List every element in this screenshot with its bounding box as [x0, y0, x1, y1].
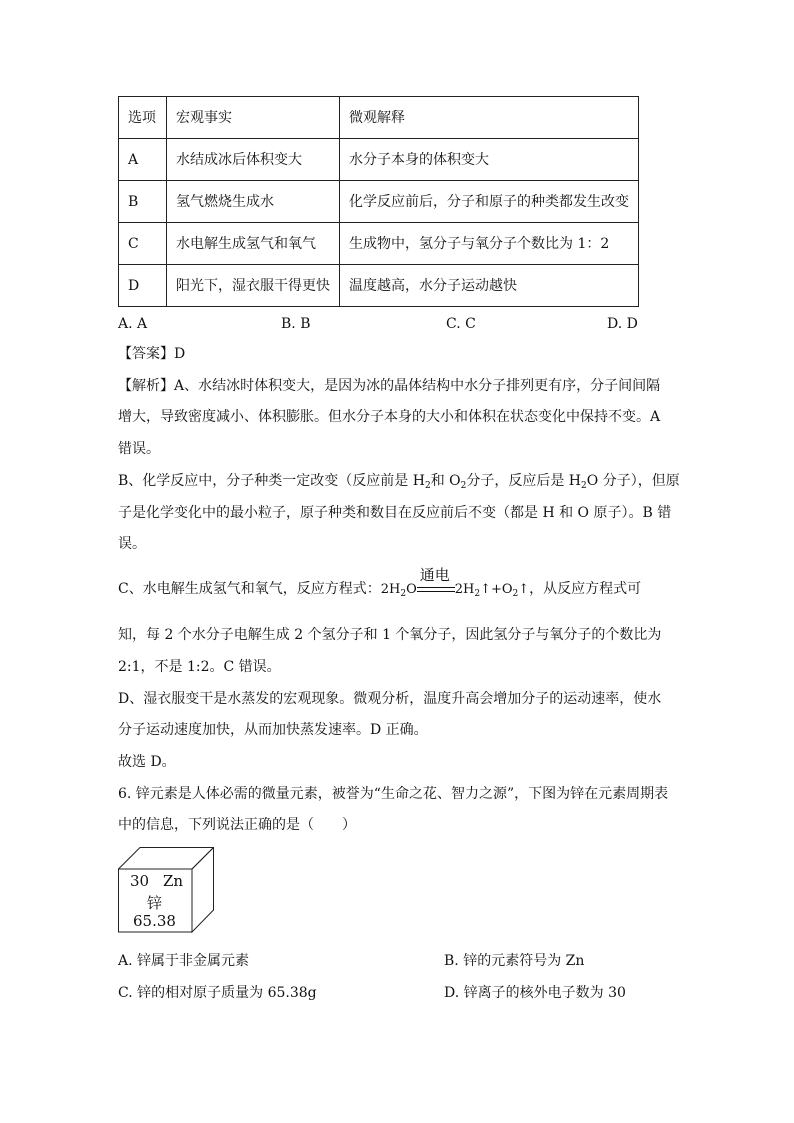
subscript: 2	[474, 589, 481, 599]
table-cell: A	[119, 139, 167, 181]
reaction-arrow	[417, 565, 455, 595]
table-header-cell: 选项	[119, 97, 167, 139]
element-symbol: Zn	[163, 872, 184, 890]
atomic-mass: 65.38	[133, 912, 176, 930]
table-cell: D	[119, 265, 167, 307]
table-cell: 温度越高，水分子运动越快	[340, 265, 639, 307]
table-header-cell: 微观解释	[340, 97, 639, 139]
element-name: 锌	[147, 894, 163, 912]
option-a[interactable]: A. 锌属于非金属元素	[118, 953, 250, 969]
analysis-line: 增大，导致密度减小、体积膨胀。但水分子本身的大小和体积在状态变化中保持不变。A	[118, 409, 661, 425]
table-row	[119, 223, 639, 265]
choice-c[interactable]: C. C	[446, 316, 476, 332]
analysis-line: 子是化学变化中的最小粒子，原子种类和数目在反应前后不变（都是 H 和 O 原子）。B 错	[118, 505, 672, 521]
subscript: 2	[400, 589, 407, 599]
analysis-line: D、湿衣服变干是水蒸发的宏观现象。微观分析，温度升高会增加分子的运动速率，使水	[118, 691, 662, 707]
subscript: 2	[460, 481, 467, 491]
text-segment: B、化学反应中，分子种类一定改变（反应前是 H	[118, 473, 425, 489]
chemical-equation	[380, 565, 530, 599]
analysis-line-b1	[118, 472, 680, 490]
analysis-line-c1	[118, 565, 642, 599]
table-cell: 氢气燃烧生成水	[167, 181, 340, 223]
subscript: 2	[581, 481, 587, 491]
choice-d[interactable]: D. D	[607, 316, 638, 332]
analysis-line: 分子运动速度加快，从而加快蒸发速率。D 正确。	[118, 722, 428, 738]
double-line-icon	[417, 587, 455, 592]
analysis-line: 【解析】A、水结冰时体积变大，是因为冰的晶体结构中水分子排列更有序，分子间间隔	[118, 378, 661, 394]
choice-b[interactable]: B. B	[281, 316, 311, 332]
question-6-stem: 中的信息，下列说法正确的是（ ）	[118, 817, 356, 833]
formula-part: ↑	[518, 582, 530, 597]
formula-part: O	[406, 582, 417, 597]
text-segment: 分子，反应后是 H	[466, 473, 582, 489]
subscript: 2	[424, 481, 431, 491]
question-6-stem: 6. 锌元素是人体必需的微量元素，被誉为“生命之花、智力之源”，下图为锌在元素周期表	[118, 786, 669, 802]
atomic-number: 30	[130, 872, 150, 890]
table-cell: 水分子本身的体积变大	[340, 139, 639, 181]
formula-part: 2H	[380, 582, 401, 597]
table-cell: 水结成冰后体积变大	[167, 139, 340, 181]
table-row	[119, 181, 639, 223]
text-segment: 和 O	[430, 473, 461, 489]
reaction-condition: 通电	[419, 565, 450, 584]
option-b[interactable]: B. 锌的元素符号为 Zn	[444, 953, 585, 969]
table-header-cell: 宏观事实	[167, 97, 340, 139]
analysis-line: 错误。	[118, 441, 160, 457]
element-info-cube	[118, 847, 214, 933]
option-d[interactable]: D. 锌离子的核外电子数为 30	[444, 985, 626, 1001]
formula-part: ↑+O	[480, 582, 513, 597]
table-cell: 化学反应前后，分子和原子的种类都发生改变	[340, 181, 639, 223]
formula-part: 2H	[454, 582, 475, 597]
answer-line: 【答案】D	[118, 346, 186, 362]
final-answer: 故选 D。	[118, 754, 176, 770]
table-cell: 水电解生成氢气和氧气	[167, 223, 340, 265]
table-cell: B	[119, 181, 167, 223]
text-segment: ，从反应方程式可	[529, 581, 642, 597]
table-cell: C	[119, 223, 167, 265]
analysis-line: 2:1，不是 1:2。C 错误。	[118, 659, 281, 675]
table-cell: 阳光下，湿衣服干得更快	[167, 265, 340, 307]
text-segment: O 分子），但原	[586, 473, 680, 489]
table-header-row	[119, 97, 639, 139]
table-row	[119, 139, 639, 181]
table-cell: 生成物中，氢分子与氧分子个数比为 1：2	[340, 223, 639, 265]
option-c[interactable]: C. 锌的相对原子质量为 65.38g	[118, 985, 317, 1001]
choice-a[interactable]: A. A	[118, 316, 148, 332]
analysis-line: 知，每 2 个水分子电解生成 2 个氢分子和 1 个氧分子，因此氢分子与氧分子的个数比为	[118, 627, 662, 643]
subscript: 2	[512, 589, 519, 599]
analysis-line: 误。	[118, 536, 146, 552]
table-row	[119, 265, 639, 307]
question-table	[118, 96, 639, 307]
text-segment: C、水电解生成氢气和氧气，反应方程式：	[118, 581, 381, 597]
